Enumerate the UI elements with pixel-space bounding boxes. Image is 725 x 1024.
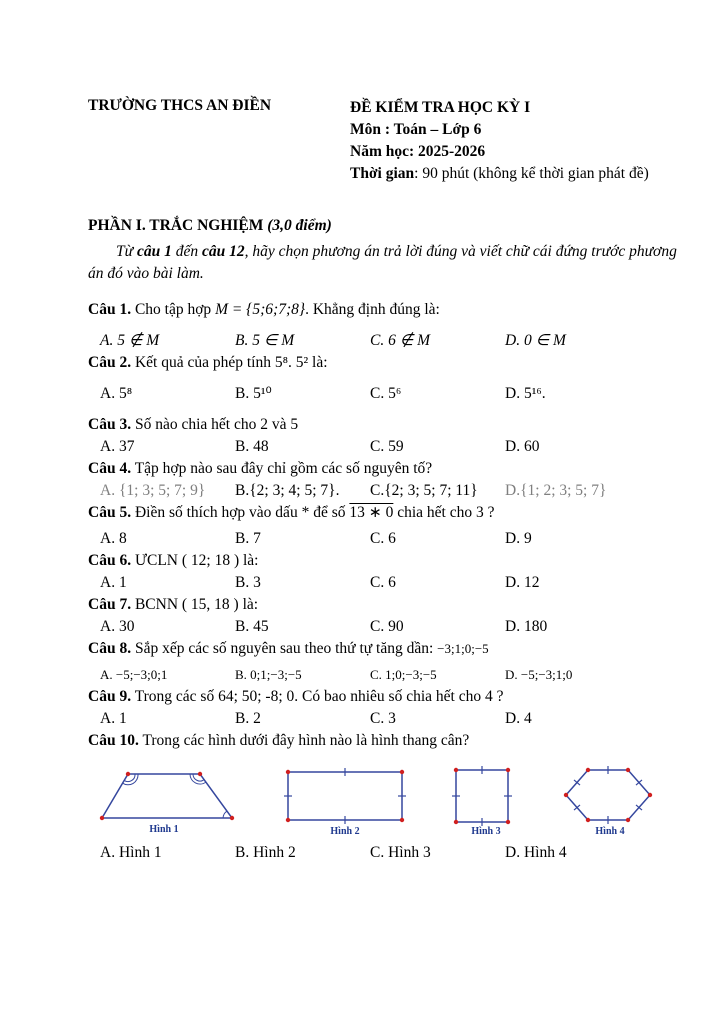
option-c: C. 90 [370, 618, 404, 635]
exam-year: Năm học: 2025-2026 [350, 143, 486, 160]
option-d: D. Hình 4 [505, 844, 567, 861]
question-1-options [88, 330, 687, 352]
option-d: D. 60 [505, 438, 540, 455]
option-c: C. 3 [370, 710, 396, 727]
question-text: Số nào chia hết cho 2 và 5 [134, 416, 299, 433]
question-text-post: . Khẳng định đúng là: [305, 301, 440, 318]
option-a: A. 5⁸ [100, 385, 133, 402]
exam-title: ĐỀ KIỂM TRA HỌC KỲ I [350, 99, 531, 116]
question-label: Câu 3. [88, 416, 132, 433]
question-text: ƯCLN ( 12; 18 ) là: [134, 552, 259, 569]
instruction-text: Từ [116, 243, 137, 260]
option-a: A. −5;−3;0;1 [100, 667, 168, 682]
question-label: Câu 5. [88, 504, 132, 521]
option-d: D. 5¹⁶. [505, 385, 546, 402]
question-text-post: chia hết cho 3 ? [393, 504, 495, 521]
question-text: BCNN ( 15, 18 ) là: [134, 596, 259, 613]
option-a: A. 30 [100, 618, 135, 635]
option-b: B. 3 [235, 574, 261, 591]
option-a: A. 5 ∉ M [100, 332, 160, 349]
option-d: D. −5;−3;1;0 [505, 667, 573, 682]
question-label: Câu 9. [88, 688, 132, 705]
question-7-text [88, 594, 687, 616]
option-d: D. 4 [505, 710, 532, 727]
question-4-options [88, 480, 687, 502]
question-3-options [88, 436, 687, 458]
option-b: B. 0;1;−3;−5 [235, 667, 302, 682]
option-a: A. {1; 3; 5; 7; 9} [100, 482, 206, 499]
option-d: D. 9 [505, 530, 532, 547]
question-9 [88, 686, 687, 730]
question-4-text [88, 458, 687, 480]
question-text: Tập hợp nào sau đây chỉ gồm các số nguyên tố? [134, 460, 433, 477]
option-b: B. 45 [235, 618, 269, 635]
exam-time [350, 163, 649, 185]
option-d: D. 180 [505, 618, 548, 635]
question-label: Câu 10. [88, 732, 139, 749]
question-10-options [88, 842, 687, 864]
option-b: B. 48 [235, 438, 269, 455]
instruction-text-3: , hãy chọn phương án trả lời đúng và viết chữ cái đứng trước phương án đó vào bài làm. [88, 243, 677, 282]
question-8-options [88, 664, 687, 686]
exam-time-label: Thời gian [350, 165, 415, 182]
question-6-options [88, 572, 687, 594]
section-title-text: PHẦN I. TRẮC NGHIỆM [88, 217, 264, 234]
question-7 [88, 594, 687, 638]
math-sequence [437, 640, 489, 657]
overline-number: 13 ∗ 0 [349, 504, 394, 521]
question-text: Trong các hình dưới đây hình nào là hình thang cân? [142, 732, 470, 749]
question-8-text [88, 638, 687, 660]
option-b: B. 7 [235, 530, 261, 547]
question-7-options [88, 616, 687, 638]
question-10-text [88, 730, 687, 752]
question-6-text [88, 550, 687, 572]
question-9-text [88, 686, 687, 708]
option-b: B. 5¹⁰ [235, 385, 272, 402]
question-8 [88, 638, 687, 686]
section-title [88, 215, 687, 237]
question-text: Kết quả của phép tính 5⁸. 5² là: [134, 354, 328, 371]
question-1 [88, 299, 687, 352]
option-a: A. 37 [100, 438, 135, 455]
question-5-text [88, 502, 687, 524]
question-3 [88, 414, 687, 458]
instruction-text-2: đến [171, 243, 202, 260]
question-4 [88, 458, 687, 502]
question-label: Câu 1. [88, 301, 132, 318]
option-a: A. 1 [100, 710, 127, 727]
option-d: D. 12 [505, 574, 540, 591]
question-label: Câu 4. [88, 460, 132, 477]
option-b: B. 5 ∈ M [235, 332, 295, 349]
option-c: C. 59 [370, 438, 404, 455]
math-sequence-value: −3;1;0;−5 [437, 641, 489, 656]
option-c: C. Hình 3 [370, 844, 431, 861]
school-name: TRƯỜNG THCS AN ĐIỀN [88, 97, 272, 114]
question-2-options [88, 383, 687, 405]
exam-time-value: : 90 phút (không kể thời gian phát đề) [414, 165, 649, 182]
question-5-options [88, 528, 687, 550]
figure-square [434, 764, 529, 838]
option-c: C. 6 ∉ M [370, 332, 431, 349]
figure-rectangle [280, 764, 410, 838]
section-points: (3,0 điểm) [263, 217, 332, 234]
option-d: D. 0 ∈ M [505, 332, 566, 349]
option-a: A. 1 [100, 574, 127, 591]
instruction-bold-1: câu 1 [136, 243, 172, 260]
question-9-options [88, 708, 687, 730]
question-text: Cho tập hợp [134, 301, 216, 318]
question-text: Sắp xếp các số nguyên sau theo thứ tự tăng dần: [134, 640, 438, 657]
option-c: C.{2; 3; 5; 7; 11} [370, 482, 478, 499]
option-a: A. 8 [100, 530, 127, 547]
question-10 [88, 730, 687, 864]
question-label: Câu 6. [88, 552, 132, 569]
option-c: C. 5⁶ [370, 385, 402, 402]
exam-header-block [350, 97, 649, 185]
option-b: B. Hình 2 [235, 844, 296, 861]
option-c: C. 1;0;−3;−5 [370, 667, 437, 682]
instruction-bold-2: câu 12 [201, 243, 245, 260]
question-text: Trong các số 64; 50; -8; 0. Có bao nhiêu số chia hết cho 4 ? [134, 688, 504, 705]
document-header [88, 97, 687, 185]
question-3-text [88, 414, 687, 436]
question-label: Câu 2. [88, 354, 132, 371]
math-expression: M = {5;6;7;8} [215, 301, 306, 318]
figure-4-label: Hình 4 [595, 826, 625, 837]
question-10-figures [96, 764, 687, 838]
question-6 [88, 550, 687, 594]
option-c: C. 6 [370, 574, 396, 591]
figure-1-label: Hình 1 [149, 824, 179, 835]
question-2 [88, 352, 687, 405]
option-b: B.{2; 3; 4; 5; 7}. [235, 482, 340, 499]
exam-subject: Môn : Toán – Lớp 6 [350, 121, 482, 138]
instruction [88, 241, 687, 285]
figure-3-label: Hình 3 [471, 826, 501, 837]
figure-2-label: Hình 2 [330, 826, 360, 837]
question-label: Câu 7. [88, 596, 132, 613]
question-label: Câu 8. [88, 640, 132, 657]
option-c: C. 6 [370, 530, 396, 547]
option-b: B. 2 [235, 710, 261, 727]
figure-trapezoid [96, 764, 256, 838]
option-a: A. Hình 1 [100, 844, 162, 861]
figure-hexagon [553, 764, 663, 838]
option-d: D.{1; 2; 3; 5; 7} [505, 482, 607, 499]
question-2-text [88, 352, 687, 374]
question-text: Điền số thích hợp vào dấu * để số [134, 504, 350, 521]
question-1-text [88, 299, 687, 321]
question-5 [88, 502, 687, 550]
